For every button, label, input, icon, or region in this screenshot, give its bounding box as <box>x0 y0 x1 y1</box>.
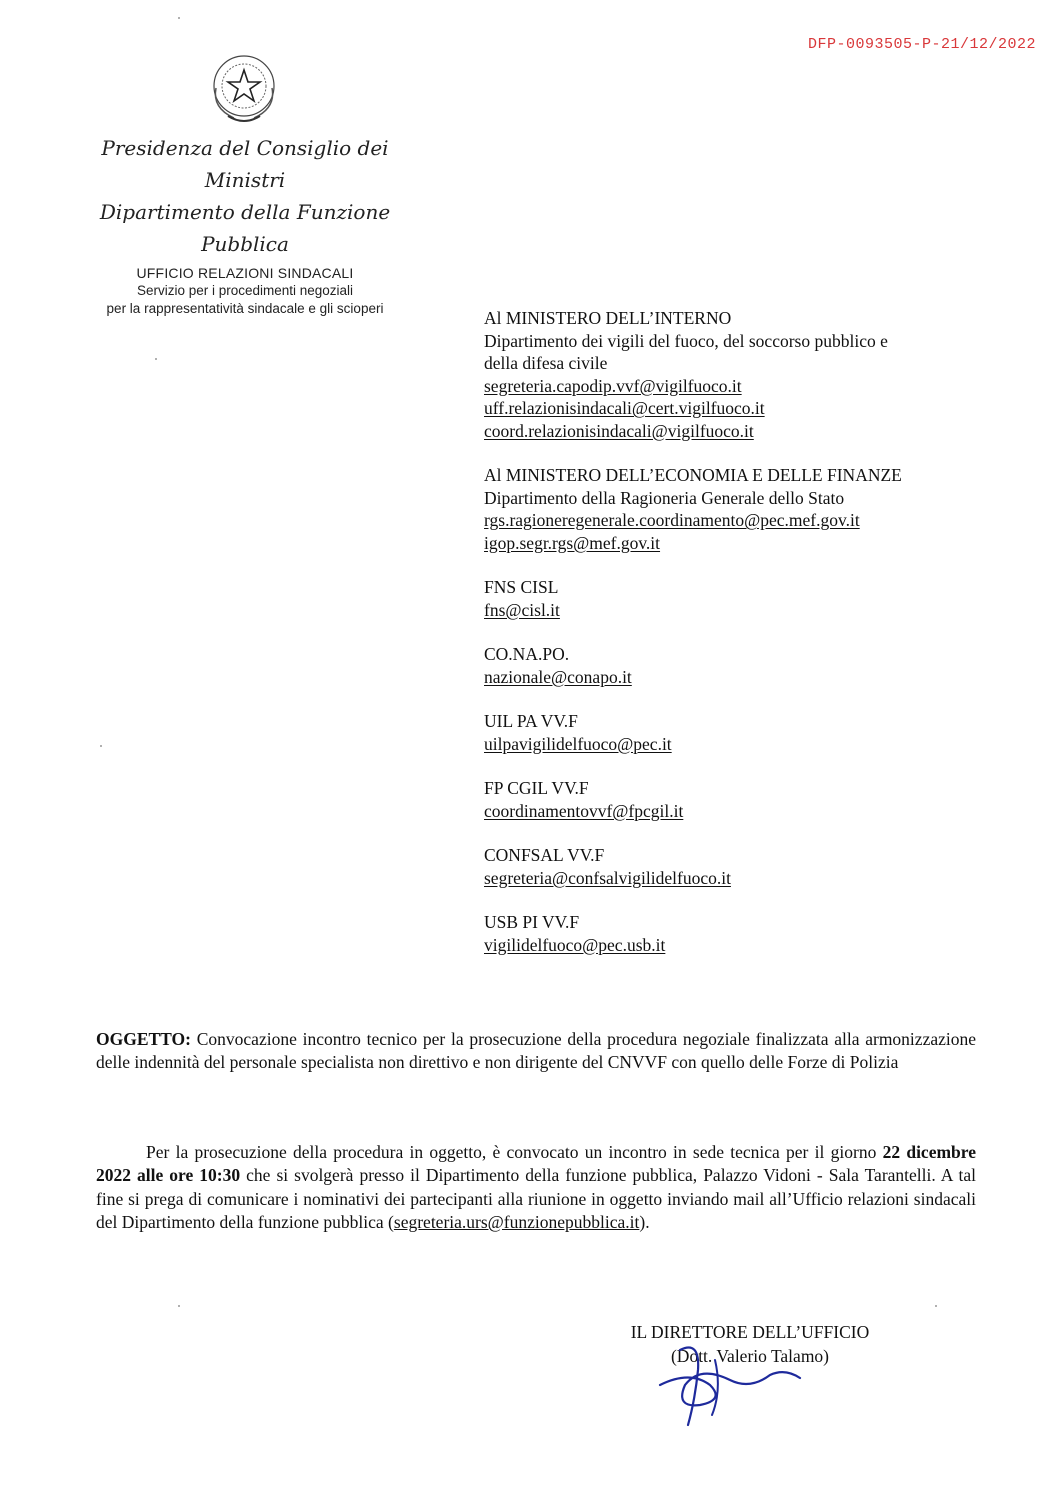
recipient-block <box>484 844 1004 889</box>
recipient-name: USB PI VV.F <box>484 912 580 932</box>
signature-name: (Dott. Valerio Talamo) <box>670 1346 830 1366</box>
recipient-email-link[interactable]: fns@cisl.it <box>484 599 560 620</box>
recipient-department: Dipartimento dei vigili del fuoco, del soccorso pubblico e <box>484 330 888 351</box>
recipient-department: della difesa civile <box>484 353 608 373</box>
recipient-block <box>484 710 1004 755</box>
recipient-email-link[interactable]: nazionale@conapo.it <box>484 666 632 687</box>
recipient-name: FNS CISL <box>484 577 559 597</box>
recipient-block <box>484 643 1004 688</box>
letterhead-office: UFFICIO RELAZIONI SINDACALI <box>136 265 354 281</box>
scan-speck <box>178 1305 180 1307</box>
recipient-email-link[interactable]: vigilidelfuoco@pec.usb.it <box>484 934 666 955</box>
recipients-list <box>484 307 1004 978</box>
subject-label: OGGETTO: <box>96 1029 191 1049</box>
recipient-block <box>484 307 1004 442</box>
handwritten-signature <box>640 1330 820 1430</box>
recipient-block <box>484 464 1004 554</box>
recipient-block <box>484 777 1004 822</box>
recipient-email-link[interactable]: segreteria.capodip.vvf@vigilfuoco.it <box>484 375 742 396</box>
letterhead-service-line2: per la rappresentatività sindacale e gli scioperi <box>106 301 384 316</box>
recipient-email-link[interactable]: uff.relazionisindacali@cert.vigilfuoco.it <box>484 398 765 418</box>
scan-speck <box>178 17 180 19</box>
recipient-name: CONFSAL VV.F <box>484 845 605 865</box>
recipient-name: Al MINISTERO DELL’INTERNO <box>484 308 732 328</box>
signature-title: IL DIRETTORE DELL’UFFICIO <box>630 1322 870 1342</box>
recipient-email-link[interactable]: coord.relazionisindacali@vigilfuoco.it <box>484 420 754 441</box>
recipient-name: UIL PA VV.F <box>484 711 578 731</box>
body-email-link[interactable]: segreteria.urs@funzionepubblica.it <box>393 1211 640 1232</box>
letterhead <box>60 132 430 318</box>
body-part1: Per la prosecuzione della procedura in oggetto, è convocato un incontro in sede tecnica per il giorno <box>146 1142 883 1162</box>
recipient-block <box>484 576 1004 621</box>
body-paragraph <box>96 1141 976 1234</box>
italian-republic-emblem <box>204 48 284 128</box>
subject-paragraph <box>96 1028 976 1074</box>
recipient-email-link[interactable]: rgs.ragioneregenerale.coordinamento@pec.mef.gov.it <box>484 510 860 530</box>
recipient-email-link[interactable]: uilpavigilidelfuoco@pec.it <box>484 733 672 754</box>
recipient-department: Dipartimento della Ragioneria Generale dello Stato <box>484 487 845 508</box>
body-part2: che si svolgerà presso il Dipartimento della funzione pubblica, Palazzo Vidoni - Sala Tarantelli. A tal fine si prega di comunicare i nominativi dei partecipanti alla riunione in oggetto inviando mail all’Ufficio relazioni sindacali del Dipartimento della funzione pubblica ( <box>96 1165 976 1232</box>
recipient-name: FP CGIL VV.F <box>484 778 589 798</box>
letterhead-department: Dipartimento della Funzione Pubblica <box>99 200 391 256</box>
subject-text: Convocazione incontro tecnico per la prosecuzione della procedura negoziale finalizzata alla armonizzazione delle indennità del personale specialista non direttivo e non dirigente del CNVVF con quello delle Forze di Polizia <box>96 1029 976 1072</box>
recipient-name: Al MINISTERO DELL’ECONOMIA E DELLE FINANZE <box>484 465 902 485</box>
scan-speck <box>935 1305 937 1307</box>
recipient-name: CO.NA.PO. <box>484 644 570 664</box>
scan-speck <box>100 745 102 747</box>
recipient-block <box>484 911 1004 956</box>
recipient-email-link[interactable]: coordinamentovvf@fpcgil.it <box>484 800 684 821</box>
scan-speck <box>155 358 157 360</box>
recipient-email-link[interactable]: igop.segr.rgs@mef.gov.it <box>484 532 661 553</box>
body-part3: ). <box>639 1211 650 1232</box>
body-meeting-datetime: 22 dicembre 2022 alle ore 10:30 <box>96 1142 976 1186</box>
letterhead-presidency: Presidenza del Consiglio dei Ministri <box>101 136 389 192</box>
protocol-stamp: DFP-0093505-P-21/12/2022 <box>807 36 1036 53</box>
recipient-email-link[interactable]: segreteria@confsalvigilidelfuoco.it <box>484 867 731 888</box>
letterhead-service-line1: Servizio per i procedimenti negoziali <box>136 283 354 298</box>
